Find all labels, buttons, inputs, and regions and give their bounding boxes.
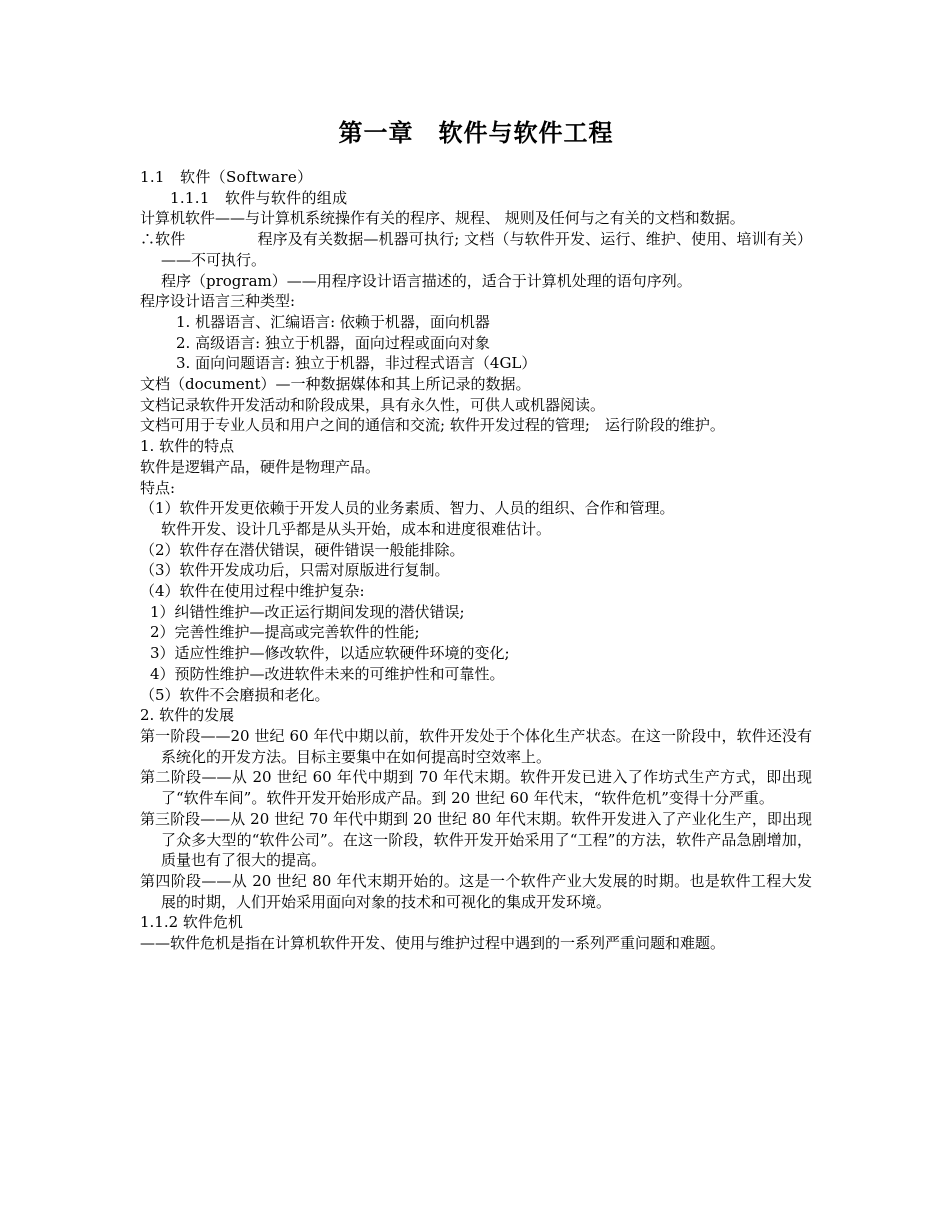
stage-paragraph: 第二阶段——从 20 世纪 60 年代中期到 70 年代末期。软件开发已进入了作坊式生产方式，即出现了“软件车间”。软件开发开始形成产品。到 20 世纪 60 年代末，“软件危机”变得十分严重。	[140, 768, 812, 808]
maintenance-item: 1）纠错性维护—改正运行期间发现的潜伏错误;	[150, 602, 465, 621]
language-type-item: 2. 高级语言: 独立于机器，面向过程或面向对象	[176, 333, 490, 352]
feature-item-continuation: 软件开发、设计几乎都是从头开始，成本和进度很难估计。	[161, 519, 552, 538]
section-heading-1-1: 1.1 软件（Software）	[140, 168, 313, 186]
stage-paragraph: 第一阶段——20 世纪 60 年代中期以前，软件开发处于个体化生产状态。在这一阶段中，软件还没有系统化的开发方法。目标主要集中在如何提高时空效率上。	[140, 726, 812, 766]
document-use: 文档可用于专业人员和用户之间的通信和交流; 软件开发过程的管理; 运行阶段的维护。	[140, 416, 725, 435]
program-definition: 程序（program）——用程序设计语言描述的，适合于计算机处理的语句序列。	[161, 271, 692, 290]
maintenance-item: 2）完善性维护—提高或完善软件的性能;	[150, 623, 420, 642]
composition-prefix: ∴软件	[140, 230, 186, 249]
maintenance-item: 3）适应性维护—修改软件，以适应软硬件环境的变化;	[150, 644, 510, 663]
development-heading: 2. 软件的发展	[140, 706, 235, 725]
feature-item: （5）软件不会磨损和老化。	[140, 685, 330, 704]
language-types-intro: 程序设计语言三种类型:	[140, 292, 296, 311]
document-record: 文档记录软件开发活动和阶段成果，具有永久性，可供人或机器阅读。	[140, 395, 606, 414]
section-heading-1-1-1: 1.1.1 软件与软件的组成	[170, 188, 348, 207]
language-type-item: 3. 面向问题语言: 独立于机器，非过程式语言（4GL）	[176, 354, 537, 373]
software-composition	[140, 229, 812, 270]
document-body	[140, 167, 812, 954]
document-definition: 文档（document）—一种数据媒体和其上所记录的数据。	[140, 375, 531, 394]
maintenance-item: 4）预防性维护—改进软件未来的可维护性和可靠性。	[150, 664, 505, 683]
composition-rest: 程序及有关数据—机器可执行; 文档（与软件开发、运行、维护、使用、培训有关）——不可执行。	[161, 230, 812, 269]
feature-item: （4）软件在使用过程中维护复杂:	[140, 582, 365, 601]
stage-paragraph: 第三阶段——从 20 世纪 70 年代中期到 20 世纪 80 年代末期。软件开发进入了产业化生产，即出现了众多大型的“软件公司”。在这一阶段，软件开发开始采用了“工程”的方法，软件产品急剧增加，质量也有了很大的提高。	[140, 809, 812, 870]
feature-item: （2）软件存在潜伏错误，硬件错误一般能排除。	[140, 540, 465, 559]
language-type-item: 1. 机器语言、汇编语言: 依赖于机器，面向机器	[176, 312, 490, 331]
stage-paragraph: 第四阶段——从 20 世纪 80 年代末期开始的。这是一个软件产业大发展的时期。也是软件工程大发展的时期，人们开始采用面向对象的技术和可视化的集成开发环境。	[140, 871, 812, 911]
section-heading-1-1-2: 1.1.2 软件危机	[140, 913, 243, 932]
software-definition: 计算机软件——与计算机系统操作有关的程序、规程、 规则及任何与之有关的文档和数据。	[140, 209, 745, 228]
feature-item: （1）软件开发更依赖于开发人员的业务素质、智力、人员的组织、合作和管理。	[140, 499, 675, 518]
feature-item: （3）软件开发成功后，只需对原版进行复制。	[140, 561, 450, 580]
chapter-title: 第一章 软件与软件工程	[338, 119, 614, 147]
logic-product: 软件是逻辑产品，硬件是物理产品。	[140, 457, 381, 476]
features-label: 特点:	[140, 478, 176, 497]
features-heading: 1. 软件的特点	[140, 437, 235, 456]
software-crisis-definition: ——软件危机是指在计算机软件开发、使用与维护过程中遇到的一系列严重问题和难题。	[140, 934, 726, 953]
